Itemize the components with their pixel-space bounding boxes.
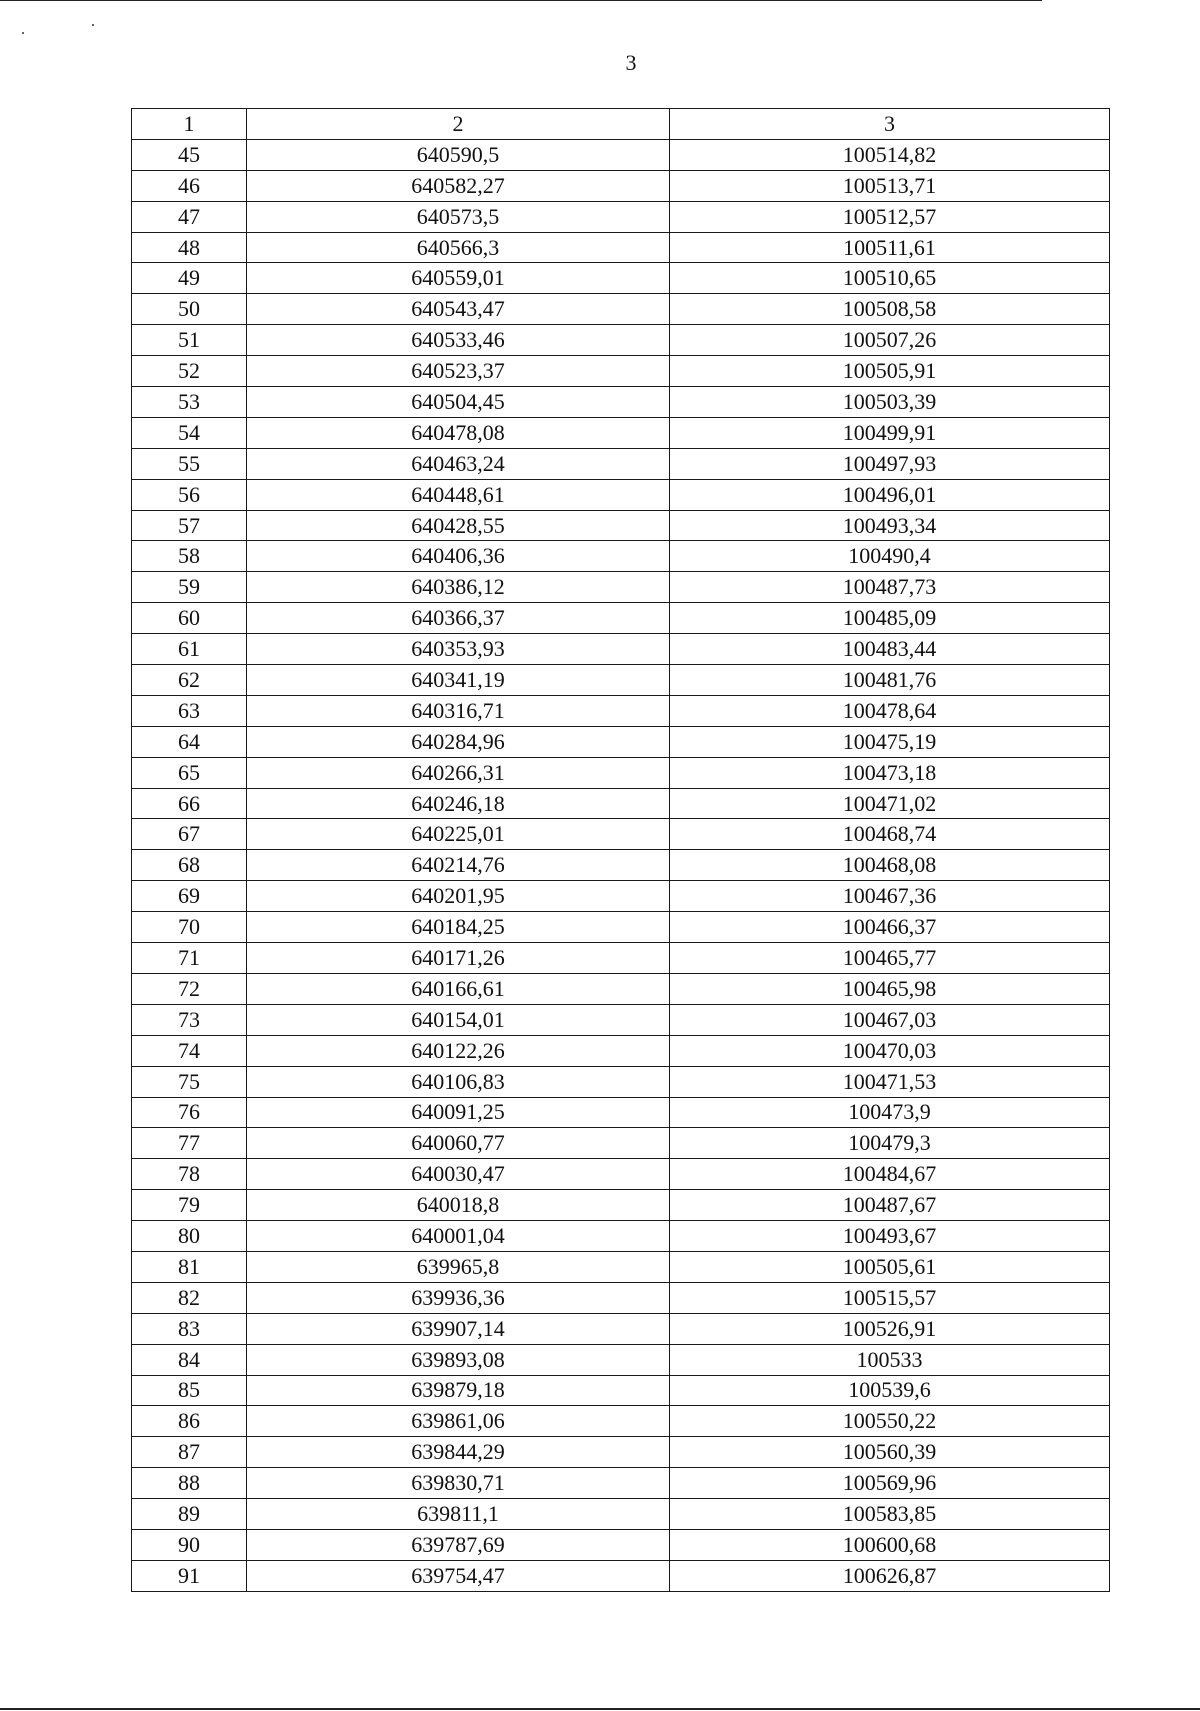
- coordinate-x-cell: 640225,01: [247, 819, 670, 850]
- coordinate-x-cell: 640091,25: [247, 1097, 670, 1128]
- point-number-cell: 76: [132, 1097, 247, 1128]
- coordinate-y-cell: 100465,98: [670, 973, 1110, 1004]
- table-row: [132, 1529, 1110, 1560]
- coordinate-x-cell: 640559,01: [247, 263, 670, 294]
- table-row: [132, 510, 1110, 541]
- coordinate-x-cell: 640060,77: [247, 1128, 670, 1159]
- point-number-cell: 80: [132, 1221, 247, 1252]
- coordinate-x-cell: 640533,46: [247, 325, 670, 356]
- coordinate-y-cell: 100487,73: [670, 572, 1110, 603]
- table-row: [132, 1499, 1110, 1530]
- coordinate-y-cell: 100550,22: [670, 1406, 1110, 1437]
- coordinate-x-cell: 640284,96: [247, 726, 670, 757]
- coordinate-x-cell: 640463,24: [247, 448, 670, 479]
- coordinate-y-cell: 100478,64: [670, 695, 1110, 726]
- point-number-cell: 73: [132, 1004, 247, 1035]
- point-number-cell: 57: [132, 510, 247, 541]
- table-row: [132, 232, 1110, 263]
- table-row: [132, 294, 1110, 325]
- coordinate-x-cell: 640428,55: [247, 510, 670, 541]
- coordinate-x-cell: 640448,61: [247, 479, 670, 510]
- point-number-cell: 91: [132, 1560, 247, 1591]
- table-row: [132, 788, 1110, 819]
- coordinate-x-cell: 640582,27: [247, 170, 670, 201]
- coordinate-y-cell: 100467,36: [670, 881, 1110, 912]
- coordinate-x-cell: 640543,47: [247, 294, 670, 325]
- coordinate-x-cell: 640366,37: [247, 603, 670, 634]
- table-row: [132, 726, 1110, 757]
- table-row: [132, 201, 1110, 232]
- point-number-cell: 67: [132, 819, 247, 850]
- coordinate-y-cell: 100626,87: [670, 1560, 1110, 1591]
- coordinate-x-cell: 639787,69: [247, 1529, 670, 1560]
- table-row: [132, 665, 1110, 696]
- table-row: [132, 417, 1110, 448]
- point-number-cell: 85: [132, 1375, 247, 1406]
- table-row: [132, 1406, 1110, 1437]
- coordinate-y-cell: 100490,4: [670, 541, 1110, 572]
- point-number-cell: 83: [132, 1313, 247, 1344]
- table-row: [132, 943, 1110, 974]
- coordinate-y-cell: 100493,34: [670, 510, 1110, 541]
- coordinate-x-cell: 640573,5: [247, 201, 670, 232]
- coordinate-y-cell: 100483,44: [670, 634, 1110, 665]
- coordinate-x-cell: 640386,12: [247, 572, 670, 603]
- table-row: [132, 819, 1110, 850]
- point-number-cell: 81: [132, 1251, 247, 1282]
- point-number-cell: 78: [132, 1159, 247, 1190]
- coordinate-x-cell: 640341,19: [247, 665, 670, 696]
- point-number-cell: 56: [132, 479, 247, 510]
- table-row: [132, 541, 1110, 572]
- table-row: [132, 695, 1110, 726]
- coordinate-x-cell: 640316,71: [247, 695, 670, 726]
- coordinate-y-cell: 100515,57: [670, 1282, 1110, 1313]
- coordinate-x-cell: 640406,36: [247, 541, 670, 572]
- coordinate-y-cell: 100466,37: [670, 912, 1110, 943]
- table-row: [132, 1221, 1110, 1252]
- bottom-edge-rule: [0, 1708, 1200, 1710]
- coordinate-x-cell: 639893,08: [247, 1344, 670, 1375]
- point-number-cell: 45: [132, 139, 247, 170]
- coordinate-y-cell: 100487,67: [670, 1190, 1110, 1221]
- coordinate-y-cell: 100600,68: [670, 1529, 1110, 1560]
- coordinate-x-cell: 640246,18: [247, 788, 670, 819]
- table-row: [132, 1035, 1110, 1066]
- coordinate-x-cell: 639811,1: [247, 1499, 670, 1530]
- column-header-2: 2: [247, 109, 670, 140]
- point-number-cell: 54: [132, 417, 247, 448]
- point-number-cell: 77: [132, 1128, 247, 1159]
- point-number-cell: 72: [132, 973, 247, 1004]
- point-number-cell: 88: [132, 1468, 247, 1499]
- coordinate-y-cell: 100560,39: [670, 1437, 1110, 1468]
- point-number-cell: 68: [132, 850, 247, 881]
- coordinate-y-cell: 100467,03: [670, 1004, 1110, 1035]
- coordinate-x-cell: 640523,37: [247, 356, 670, 387]
- table-row: [132, 1560, 1110, 1591]
- point-number-cell: 74: [132, 1035, 247, 1066]
- table-row: [132, 973, 1110, 1004]
- column-header-3: 3: [670, 109, 1110, 140]
- coordinate-y-cell: 100533: [670, 1344, 1110, 1375]
- coordinate-y-cell: 100470,03: [670, 1035, 1110, 1066]
- point-number-cell: 64: [132, 726, 247, 757]
- coordinate-y-cell: 100514,82: [670, 139, 1110, 170]
- point-number-cell: 65: [132, 757, 247, 788]
- table-row: [132, 1159, 1110, 1190]
- top-edge-rule: [0, 0, 1042, 1]
- coordinate-x-cell: 639907,14: [247, 1313, 670, 1344]
- point-number-cell: 61: [132, 634, 247, 665]
- coordinate-y-cell: 100505,91: [670, 356, 1110, 387]
- coordinates-table: [131, 108, 1110, 1592]
- coordinate-y-cell: 100473,9: [670, 1097, 1110, 1128]
- table-row: [132, 881, 1110, 912]
- table-row: [132, 1251, 1110, 1282]
- coordinate-x-cell: 640214,76: [247, 850, 670, 881]
- scan-speck: [22, 32, 24, 34]
- coordinate-y-cell: 100468,08: [670, 850, 1110, 881]
- point-number-cell: 63: [132, 695, 247, 726]
- point-number-cell: 69: [132, 881, 247, 912]
- point-number-cell: 89: [132, 1499, 247, 1530]
- coordinate-y-cell: 100583,85: [670, 1499, 1110, 1530]
- table-row: [132, 479, 1110, 510]
- point-number-cell: 79: [132, 1190, 247, 1221]
- table-row: [132, 263, 1110, 294]
- coordinate-x-cell: 640504,45: [247, 387, 670, 418]
- coordinate-y-cell: 100507,26: [670, 325, 1110, 356]
- coordinate-y-cell: 100484,67: [670, 1159, 1110, 1190]
- table-row: [132, 572, 1110, 603]
- coordinate-x-cell: 640122,26: [247, 1035, 670, 1066]
- coordinate-y-cell: 100473,18: [670, 757, 1110, 788]
- table-row: [132, 1097, 1110, 1128]
- table-row: [132, 356, 1110, 387]
- point-number-cell: 70: [132, 912, 247, 943]
- coordinate-y-cell: 100475,19: [670, 726, 1110, 757]
- coordinate-y-cell: 100465,77: [670, 943, 1110, 974]
- point-number-cell: 51: [132, 325, 247, 356]
- table-row: [132, 850, 1110, 881]
- coordinate-y-cell: 100468,74: [670, 819, 1110, 850]
- point-number-cell: 58: [132, 541, 247, 572]
- coordinate-y-cell: 100471,53: [670, 1066, 1110, 1097]
- coordinate-x-cell: 640166,61: [247, 973, 670, 1004]
- coordinate-y-cell: 100511,61: [670, 232, 1110, 263]
- point-number-cell: 52: [132, 356, 247, 387]
- point-number-cell: 90: [132, 1529, 247, 1560]
- coordinate-y-cell: 100539,6: [670, 1375, 1110, 1406]
- coordinate-x-cell: 639754,47: [247, 1560, 670, 1591]
- coordinate-x-cell: 639830,71: [247, 1468, 670, 1499]
- table-header-row: [132, 109, 1110, 140]
- table-row: [132, 325, 1110, 356]
- scan-speck: [92, 24, 94, 26]
- point-number-cell: 75: [132, 1066, 247, 1097]
- point-number-cell: 46: [132, 170, 247, 201]
- coordinate-y-cell: 100485,09: [670, 603, 1110, 634]
- coordinate-x-cell: 640353,93: [247, 634, 670, 665]
- coordinate-x-cell: 639965,8: [247, 1251, 670, 1282]
- point-number-cell: 87: [132, 1437, 247, 1468]
- coordinate-y-cell: 100496,01: [670, 479, 1110, 510]
- point-number-cell: 82: [132, 1282, 247, 1313]
- table-row: [132, 1375, 1110, 1406]
- coordinate-x-cell: 639879,18: [247, 1375, 670, 1406]
- coordinate-x-cell: 640171,26: [247, 943, 670, 974]
- coordinate-x-cell: 640106,83: [247, 1066, 670, 1097]
- coordinate-x-cell: 640154,01: [247, 1004, 670, 1035]
- table-row: [132, 1004, 1110, 1035]
- coordinate-y-cell: 100497,93: [670, 448, 1110, 479]
- coordinate-x-cell: 640030,47: [247, 1159, 670, 1190]
- point-number-cell: 86: [132, 1406, 247, 1437]
- coordinate-x-cell: 640201,95: [247, 881, 670, 912]
- coordinate-y-cell: 100505,61: [670, 1251, 1110, 1282]
- coordinate-x-cell: 640001,04: [247, 1221, 670, 1252]
- point-number-cell: 62: [132, 665, 247, 696]
- point-number-cell: 60: [132, 603, 247, 634]
- point-number-cell: 66: [132, 788, 247, 819]
- table-row: [132, 757, 1110, 788]
- point-number-cell: 53: [132, 387, 247, 418]
- table-row: [132, 1344, 1110, 1375]
- table-row: [132, 1190, 1110, 1221]
- coordinate-x-cell: 640590,5: [247, 139, 670, 170]
- coordinate-x-cell: 639844,29: [247, 1437, 670, 1468]
- table-row: [132, 1282, 1110, 1313]
- table-row: [132, 1066, 1110, 1097]
- coordinate-x-cell: 639936,36: [247, 1282, 670, 1313]
- point-number-cell: 84: [132, 1344, 247, 1375]
- table-row: [132, 170, 1110, 201]
- coordinate-x-cell: 640478,08: [247, 417, 670, 448]
- coordinate-y-cell: 100471,02: [670, 788, 1110, 819]
- coordinate-y-cell: 100512,57: [670, 201, 1110, 232]
- table-row: [132, 139, 1110, 170]
- point-number-cell: 49: [132, 263, 247, 294]
- coordinate-y-cell: 100510,65: [670, 263, 1110, 294]
- table-row: [132, 1313, 1110, 1344]
- coordinate-x-cell: 640266,31: [247, 757, 670, 788]
- coordinate-y-cell: 100526,91: [670, 1313, 1110, 1344]
- table-row: [132, 448, 1110, 479]
- page-number: 3: [625, 50, 637, 75]
- point-number-cell: 50: [132, 294, 247, 325]
- table-row: [132, 387, 1110, 418]
- coordinate-x-cell: 640566,3: [247, 232, 670, 263]
- table-row: [132, 912, 1110, 943]
- point-number-cell: 59: [132, 572, 247, 603]
- table-row: [132, 634, 1110, 665]
- coordinate-x-cell: 640184,25: [247, 912, 670, 943]
- column-header-1: 1: [132, 109, 247, 140]
- table-row: [132, 1128, 1110, 1159]
- coordinate-x-cell: 639861,06: [247, 1406, 670, 1437]
- table-row: [132, 1468, 1110, 1499]
- coordinate-y-cell: 100481,76: [670, 665, 1110, 696]
- coordinate-y-cell: 100508,58: [670, 294, 1110, 325]
- point-number-cell: 48: [132, 232, 247, 263]
- table-row: [132, 1437, 1110, 1468]
- coordinate-y-cell: 100503,39: [670, 387, 1110, 418]
- coordinate-y-cell: 100479,3: [670, 1128, 1110, 1159]
- point-number-cell: 55: [132, 448, 247, 479]
- coordinate-y-cell: 100569,96: [670, 1468, 1110, 1499]
- point-number-cell: 47: [132, 201, 247, 232]
- point-number-cell: 71: [132, 943, 247, 974]
- table-body: [132, 139, 1110, 1591]
- coordinate-y-cell: 100513,71: [670, 170, 1110, 201]
- coordinate-y-cell: 100499,91: [670, 417, 1110, 448]
- coordinate-x-cell: 640018,8: [247, 1190, 670, 1221]
- table-row: [132, 603, 1110, 634]
- coordinate-y-cell: 100493,67: [670, 1221, 1110, 1252]
